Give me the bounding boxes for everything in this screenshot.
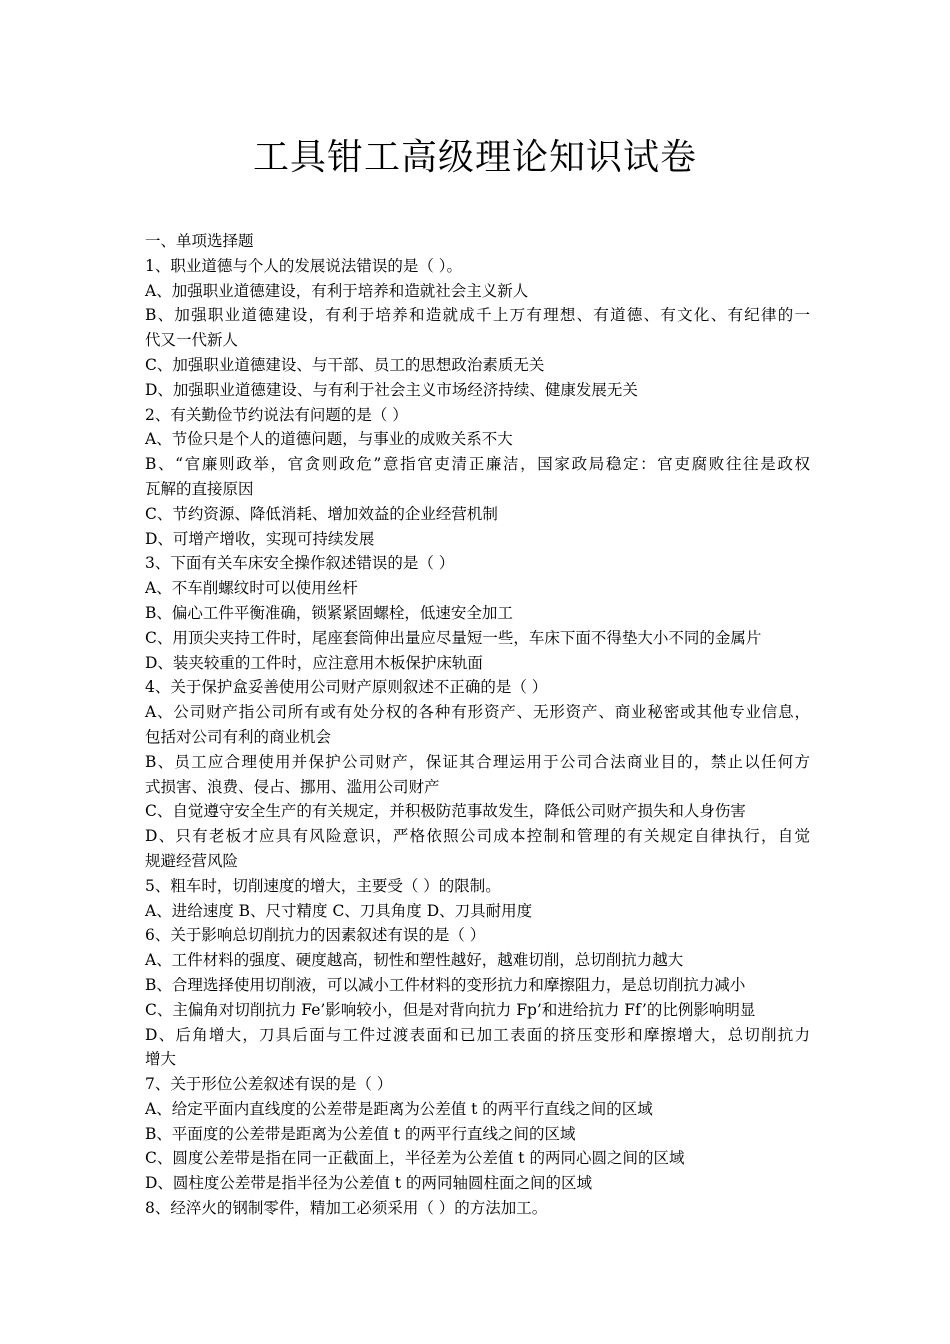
text-line: A、不车削螺纹时可以使用丝杆 <box>145 579 358 598</box>
document-body <box>145 229 810 1221</box>
text-line: A、进给速度 B、尺寸精度 C、刀具角度 D、刀具耐用度 <box>145 901 533 920</box>
text-line: C、主偏角对切削抗力 Fe’影响较小，但是对背向抗力 Fp’和进给抗力 Ff’的比例影响明显 <box>145 1000 756 1019</box>
text-line: 5、粗车时，切削速度的增大，主要受（ ）的限制。 <box>145 876 501 895</box>
text-line: C、圆度公差带是指在同一正截面上，半径差为公差值 t 的两同心圆之间的区域 <box>145 1149 685 1168</box>
text-line: C、节约资源、降低消耗、增加效益的企业经营机制 <box>145 504 498 523</box>
text-line: 6、关于影响总切削抗力的因素叙述有误的是（ ） <box>145 926 486 945</box>
text-line: D、后角增大，刀具后面与工件过渡表面和已加工表面的挤压变形和摩擦增大，总切削抗力 <box>145 1025 810 1044</box>
text-line: B、合理选择使用切削液，可以减小工件材料的变形抗力和摩擦阻力，是总切削抗力减小 <box>145 975 746 994</box>
text-line: C、自觉遵守安全生产的有关规定，并积极防范事故发生，降低公司财产损失和人身伤害 <box>145 802 746 821</box>
text-line: D、可增产增收，实现可持续发展 <box>145 529 375 548</box>
text-line: 包括对公司有利的商业机会 <box>145 727 332 746</box>
text-line: 式损害、浪费、侵占、挪用、滥用公司财产 <box>145 777 440 796</box>
text-line: A、公司财产指公司所有或有处分权的各种有形资产、无形资产、商业秘密或其他专业信息， <box>145 703 810 722</box>
text-line: A、加强职业道德建设，有利于培养和造就社会主义新人 <box>145 281 529 300</box>
text-line: 8、经淬火的钢制零件，精加工必须采用（ ）的方法加工。 <box>145 1199 548 1218</box>
text-line: A、给定平面内直线度的公差带是距离为公差值 t 的两平行直线之间的区域 <box>145 1099 653 1118</box>
text-line: 代又一代新人 <box>145 331 239 350</box>
text-line: A、工件材料的强度、硬度越高，韧性和塑性越好，越难切削，总切削抗力越大 <box>145 951 684 970</box>
text-line: 3、下面有关车床安全操作叙述错误的是（ ） <box>145 554 455 573</box>
text-line: 2、有关勤俭节约说法有问题的是（ ） <box>145 405 408 424</box>
text-line: C、加强职业道德建设、与干部、员工的思想政治素质无关 <box>145 355 545 374</box>
text-line: 瓦解的直接原因 <box>145 479 254 498</box>
text-line: B、偏心工件平衡准确，锁紧紧固螺栓，低速安全加工 <box>145 603 513 622</box>
text-line: D、加强职业道德建设、与有利于社会主义市场经济持续、健康发展无关 <box>145 380 638 399</box>
document-title: 工具钳工高级理论知识试卷 <box>252 137 697 178</box>
text-line: D、只有老板才应具有风险意识，严格依照公司成本控制和管理的有关规定自律执行，自觉 <box>145 827 810 846</box>
text-line: B、员工应合理使用并保护公司财产，保证其合理运用于公司合法商业目的，禁止以任何方 <box>145 752 810 771</box>
text-line: 1、职业道德与个人的发展说法错误的是（ ）。 <box>145 256 463 275</box>
text-line: 增大 <box>145 1050 177 1069</box>
text-line: B、“官廉则政举，官贪则政危”意指官吏清正廉洁，国家政局稳定：官吏腐败往往是政权 <box>145 455 810 474</box>
text-line: 规避经营风险 <box>145 851 239 870</box>
text-line: 4、关于保护盒妥善使用公司财产原则叙述不正确的是（ ） <box>145 678 548 697</box>
text-line: 7、关于形位公差叙述有误的是（ ） <box>145 1075 393 1094</box>
text-line: B、平面度的公差带是距离为公差值 t 的两平行直线之间的区域 <box>145 1124 576 1143</box>
text-line: B、加强职业道德建设，有利于培养和造就成千上万有理想、有道德、有文化、有纪律的一 <box>145 306 810 325</box>
text-line: A、节俭只是个人的道德问题，与事业的成败关系不大 <box>145 430 513 449</box>
text-line: C、用顶尖夹持工件时，尾座套筒伸出量应尽量短一些，车床下面不得垫大小不同的金属片 <box>145 628 762 647</box>
text-line: D、装夹较重的工件时，应注意用木板保护床轨面 <box>145 653 483 672</box>
text-line: D、圆柱度公差带是指半径为公差值 t 的两同轴圆柱面之间的区域 <box>145 1174 593 1193</box>
section-heading: 一、单项选择题 <box>145 232 254 250</box>
